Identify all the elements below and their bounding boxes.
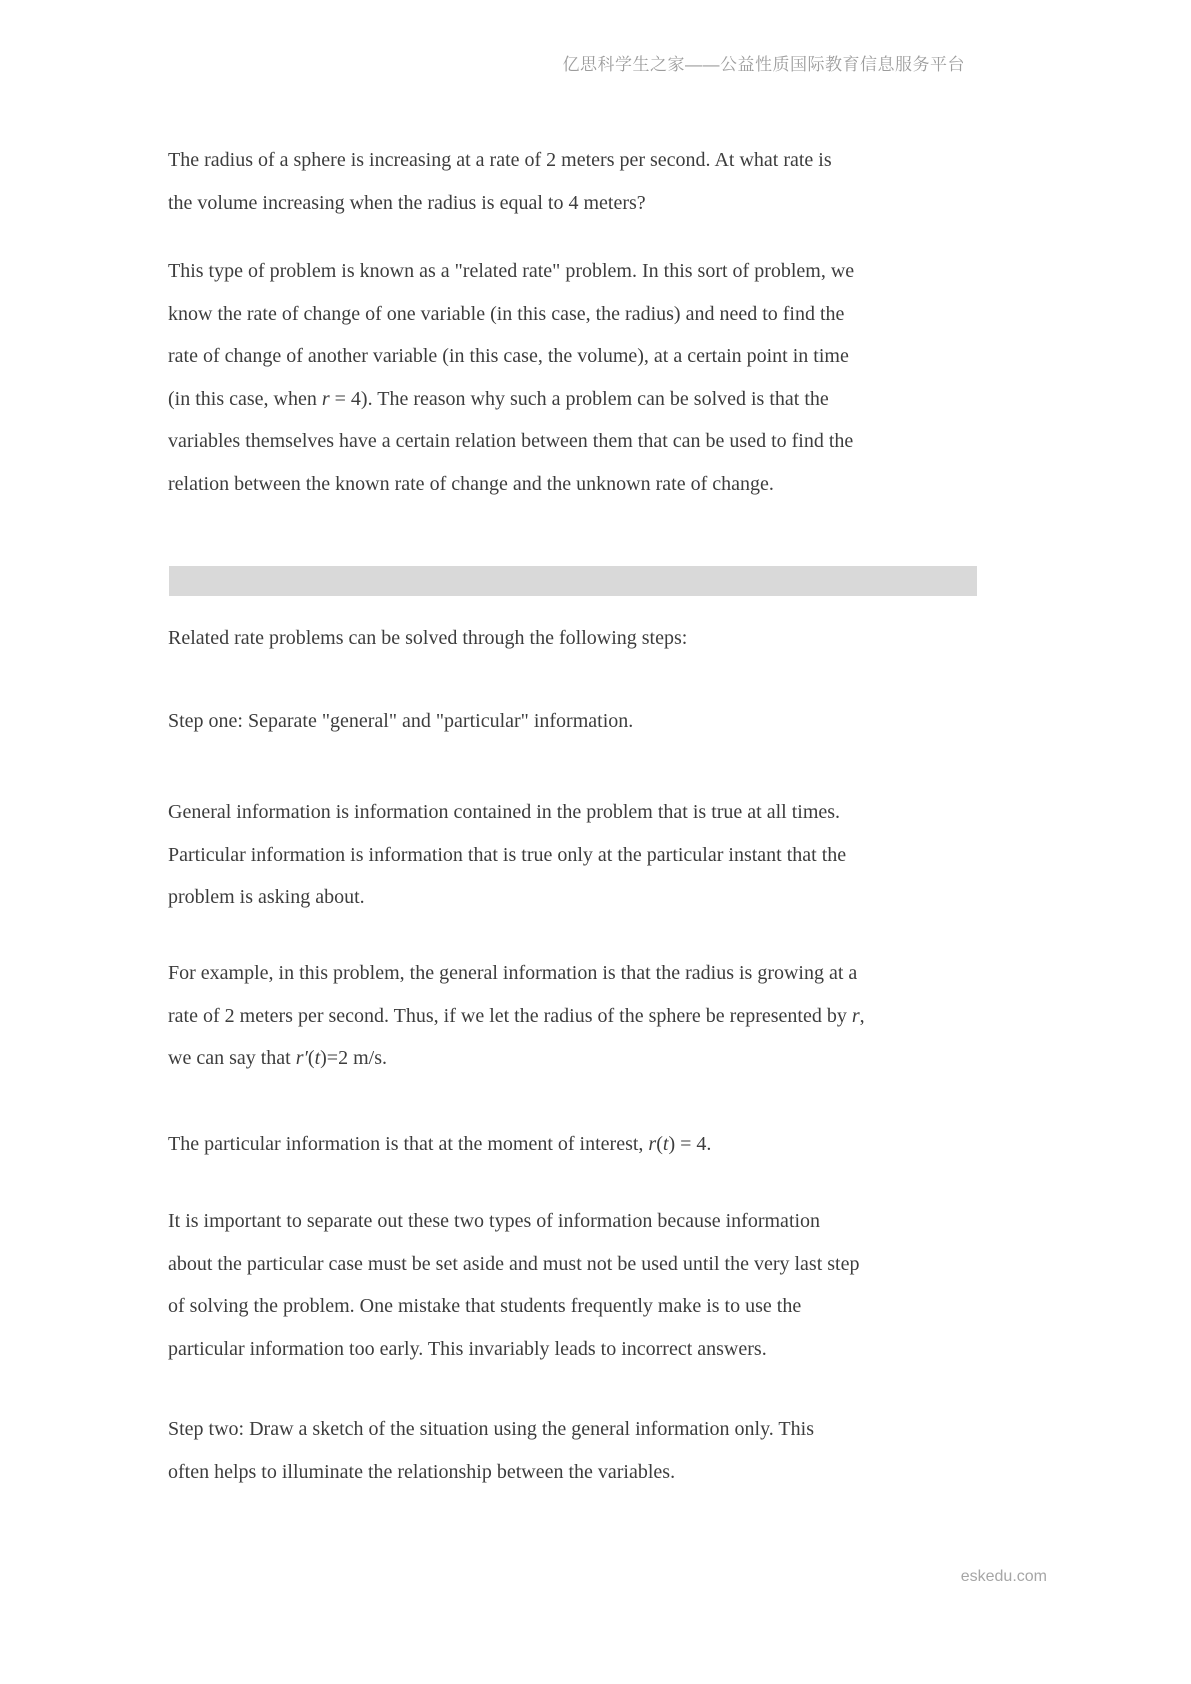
text-line: General information is information contained in the problem that is true at all times.	[168, 801, 841, 823]
text-line: we can say that r′(t)=2 m/s.	[168, 1047, 387, 1069]
text-line: rate of change of another variable (in this case, the volume), at a certain point in time	[168, 345, 849, 367]
text-line: of solving the problem. One mistake that students frequently make is to use the	[168, 1295, 802, 1317]
text-line: about the particular case must be set aside and must not be used until the very last step	[168, 1252, 860, 1275]
paragraph	[168, 952, 980, 1080]
paragraph	[168, 791, 980, 919]
text-line: The radius of a sphere is increasing at a rate of 2 meters per second. At what rate is	[168, 149, 832, 171]
text-line: (in this case, when r = 4). The reason why such a problem can be solved is that the	[168, 387, 829, 410]
paragraph	[168, 700, 980, 743]
text-line: Step two: Draw a sketch of the situation using the general information only. This	[168, 1418, 814, 1440]
text-line: know the rate of change of one variable (in this case, the radius) and need to find the	[168, 302, 845, 325]
text-line: Related rate problems can be solved through the following steps:	[168, 627, 688, 649]
paragraph	[168, 139, 980, 224]
paragraph	[168, 1123, 980, 1166]
text-line: problem is asking about.	[168, 886, 365, 908]
text-line: particular information too early. This invariably leads to incorrect answers.	[168, 1337, 767, 1360]
text-line: often helps to illuminate the relationship between the variables.	[168, 1460, 676, 1483]
text-line: relation between the known rate of change and the unknown rate of change.	[168, 472, 774, 495]
footer-domain-text: eskedu.com	[960, 1568, 1047, 1585]
paragraph	[168, 1200, 980, 1370]
paragraph	[168, 250, 980, 505]
text-line: variables themselves have a certain relation between them that can be used to find the	[168, 430, 854, 452]
highlight-bar	[169, 566, 977, 596]
paragraph	[168, 1408, 980, 1493]
paragraph	[168, 617, 980, 660]
text-line: The particular information is that at the moment of interest, r(t) = 4.	[168, 1133, 712, 1155]
text-line: Particular information is information that is true only at the particular instant that the	[168, 843, 847, 866]
text-line: Step one: Separate "general" and "particular" information.	[168, 710, 634, 732]
text-line: It is important to separate out these two types of information because information	[168, 1210, 821, 1232]
text-line: rate of 2 meters per second. Thus, if we let the radius of the sphere be represented by r,	[168, 1004, 865, 1027]
text-line: This type of problem is known as a "related rate" problem. In this sort of problem, we	[168, 260, 855, 282]
text-line: the volume increasing when the radius is equal to 4 meters?	[168, 191, 646, 214]
text-line: For example, in this problem, the general information is that the radius is growing at a	[168, 962, 858, 984]
site-header-text: 亿思科学生之家——公益性质国际教育信息服务平台	[562, 55, 965, 74]
